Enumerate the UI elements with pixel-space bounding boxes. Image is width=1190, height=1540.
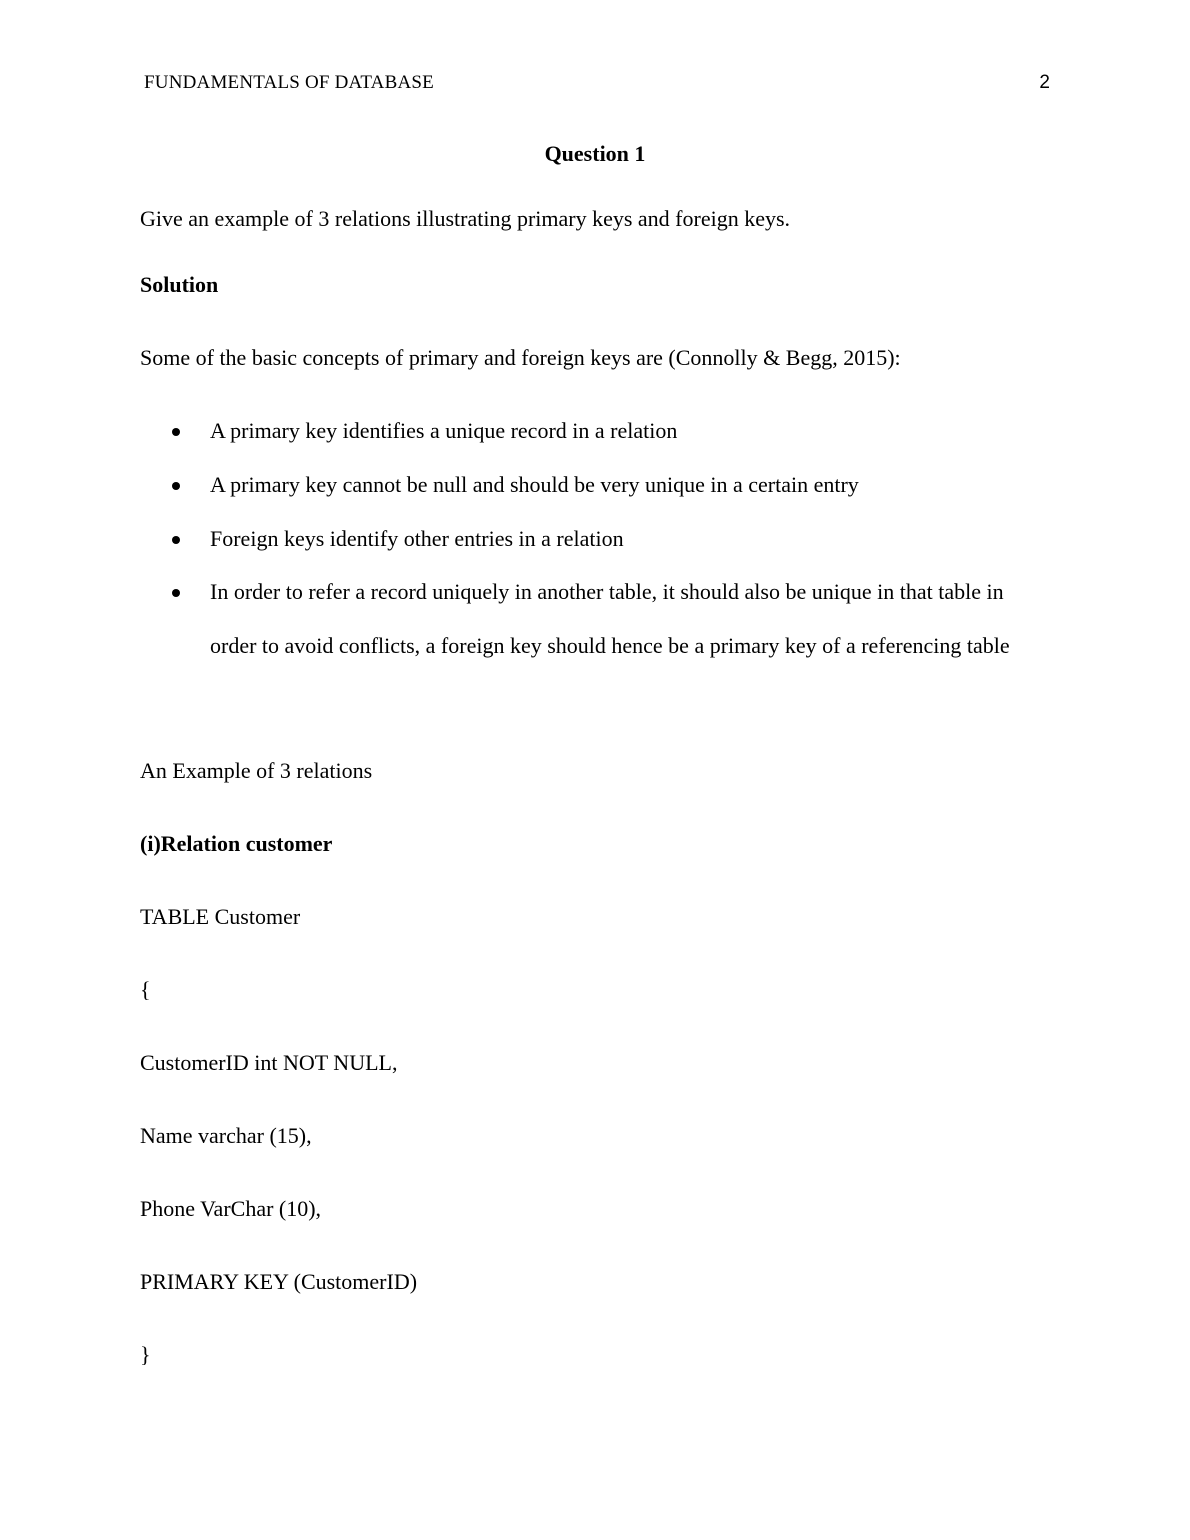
code-line: CustomerID int NOT NULL,	[140, 1050, 398, 1075]
question-title: Question 1	[544, 141, 646, 166]
code-line: Name varchar (15),	[140, 1123, 312, 1148]
code-line: Phone VarChar (10),	[140, 1196, 322, 1221]
question-prompt: Give an example of 3 relations illustrating primary keys and foreign keys.	[140, 206, 791, 231]
bullet-text: A primary key cannot be null and should be very unique in a certain entry	[210, 472, 859, 497]
bullet-text: A primary key identifies a unique record in a relation	[210, 418, 678, 443]
page-number: 2	[1039, 72, 1050, 93]
solution-intro: Some of the basic concepts of primary and foreign keys are (Connolly & Begg, 2015):	[140, 345, 901, 370]
bullet-icon	[172, 482, 180, 490]
code-line: }	[140, 1342, 151, 1367]
code-line: PRIMARY KEY (CustomerID)	[140, 1269, 418, 1294]
bullet-icon	[172, 428, 180, 436]
bullet-icon	[172, 536, 180, 544]
running-head: FUNDAMENTALS OF DATABASE	[144, 72, 434, 93]
code-line: {	[140, 977, 151, 1002]
bullet-text: In order to refer a record uniquely in another table, it should also be unique in that table in order to avoid conflicts, a foreign key should hence be a primary key of a referencing table	[210, 579, 1010, 658]
bullet-icon	[172, 589, 180, 597]
relation-heading: (i)Relation customer	[140, 831, 333, 856]
code-line: TABLE Customer	[140, 904, 301, 929]
bullet-text: Foreign keys identify other entries in a relation	[210, 526, 624, 551]
solution-heading: Solution	[140, 272, 219, 297]
example-intro: An Example of 3 relations	[140, 758, 373, 783]
